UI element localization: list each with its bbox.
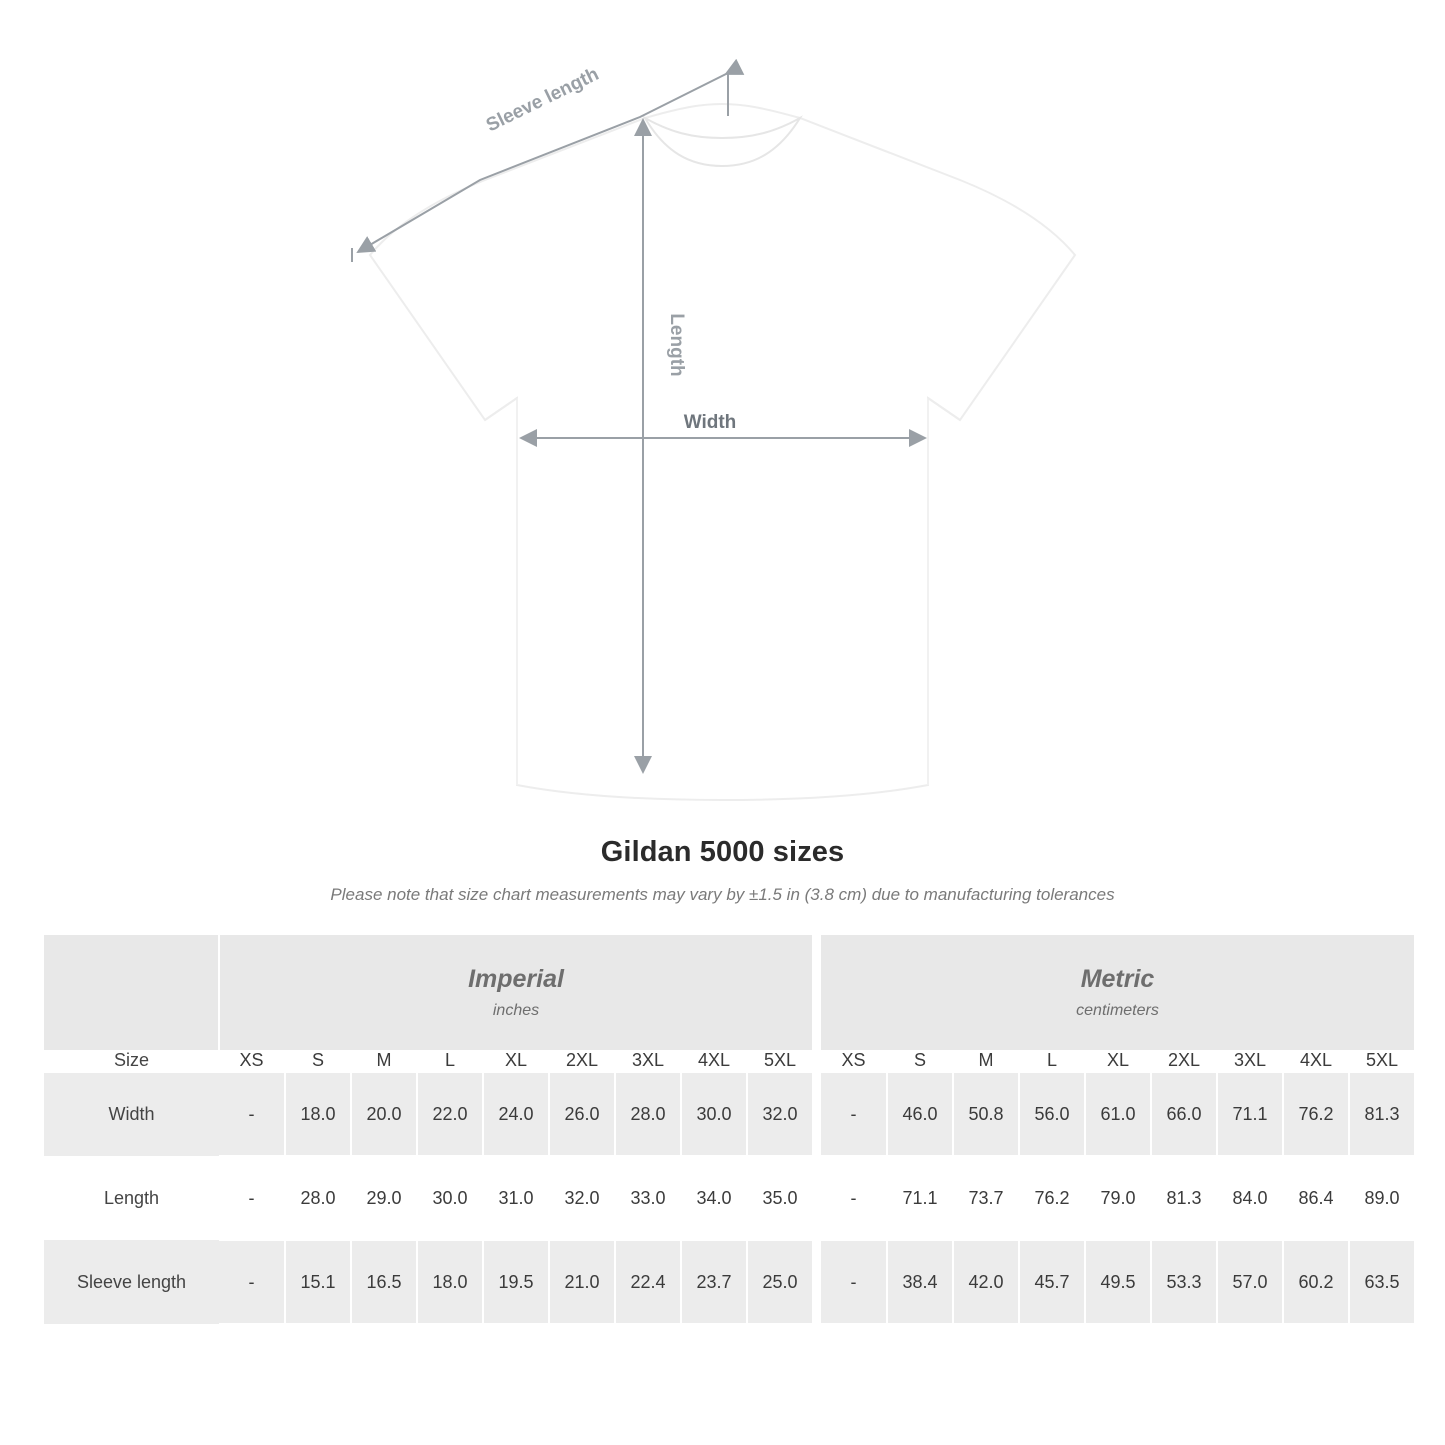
- tolerance-note: Please note that size chart measurements may vary by ±1.5 in (3.8 cm) due to manufacturing tolerances: [330, 885, 1115, 904]
- cell-width-imperial-2xl: 26.0: [549, 1072, 615, 1156]
- unit-metric-sub: centimeters: [1076, 1002, 1159, 1019]
- cell-length-imperial-4xl: 34.0: [681, 1156, 747, 1240]
- cell-length-metric-4xl: 86.4: [1283, 1156, 1349, 1240]
- size-table-wrap: [44, 935, 1401, 1325]
- row-gap-width: [813, 1072, 821, 1156]
- width-label: Width: [683, 412, 737, 433]
- size-header-imperial-3xl: 3XL: [615, 1050, 681, 1072]
- cell-width-imperial-xl: 24.0: [483, 1072, 549, 1156]
- cell-sleeve-metric-5xl: 63.5: [1349, 1240, 1415, 1324]
- cell-width-metric-3xl: 71.1: [1217, 1072, 1283, 1156]
- size-header-metric-5xl: 5XL: [1349, 1050, 1415, 1072]
- unit-group-metric: [821, 935, 1415, 1050]
- cell-sleeve-imperial-3xl: 22.4: [615, 1240, 681, 1324]
- unit-imperial-name: Imperial: [468, 965, 564, 993]
- cell-width-metric-4xl: 76.2: [1283, 1072, 1349, 1156]
- cell-length-imperial-2xl: 32.0: [549, 1156, 615, 1240]
- cell-length-metric-2xl: 81.3: [1151, 1156, 1217, 1240]
- cell-length-metric-3xl: 84.0: [1217, 1156, 1283, 1240]
- cell-length-metric-l: 76.2: [1019, 1156, 1085, 1240]
- size-header-metric-xs: XS: [821, 1050, 887, 1072]
- cell-sleeve-metric-4xl: 60.2: [1283, 1240, 1349, 1324]
- row-gap-sleeve: [813, 1240, 821, 1324]
- cell-width-imperial-3xl: 28.0: [615, 1072, 681, 1156]
- tshirt-shape: [370, 104, 1075, 800]
- size-header-label: Size: [44, 1050, 219, 1072]
- cell-width-metric-xl: 61.0: [1085, 1072, 1151, 1156]
- cell-sleeve-metric-m: 42.0: [953, 1240, 1019, 1324]
- cell-length-metric-s: 71.1: [887, 1156, 953, 1240]
- size-header-metric-4xl: 4XL: [1283, 1050, 1349, 1072]
- unit-gap: [813, 935, 821, 1050]
- cell-width-imperial-4xl: 30.0: [681, 1072, 747, 1156]
- title-block: [0, 836, 1445, 905]
- cell-sleeve-imperial-xl: 19.5: [483, 1240, 549, 1324]
- cell-length-imperial-m: 29.0: [351, 1156, 417, 1240]
- cell-length-imperial-xl: 31.0: [483, 1156, 549, 1240]
- cell-length-metric-xl: 79.0: [1085, 1156, 1151, 1240]
- cell-width-imperial-l: 22.0: [417, 1072, 483, 1156]
- cell-width-imperial-m: 20.0: [351, 1072, 417, 1156]
- cell-sleeve-imperial-xs: -: [219, 1240, 285, 1324]
- cell-length-imperial-5xl: 35.0: [747, 1156, 813, 1240]
- cell-sleeve-metric-xl: 49.5: [1085, 1240, 1151, 1324]
- cell-sleeve-imperial-2xl: 21.0: [549, 1240, 615, 1324]
- cell-length-imperial-s: 28.0: [285, 1156, 351, 1240]
- cell-width-metric-2xl: 66.0: [1151, 1072, 1217, 1156]
- length-label: Length: [666, 313, 687, 377]
- table-row: [44, 1240, 1415, 1324]
- cell-length-imperial-xs: -: [219, 1156, 285, 1240]
- size-header-metric-2xl: 2XL: [1151, 1050, 1217, 1072]
- cell-sleeve-imperial-4xl: 23.7: [681, 1240, 747, 1324]
- size-header-metric-l: L: [1019, 1050, 1085, 1072]
- cell-sleeve-metric-xs: -: [821, 1240, 887, 1324]
- sleeve-length-label: Sleeve length: [482, 63, 603, 137]
- size-table: [44, 935, 1416, 1325]
- row-label-width: Width: [44, 1072, 219, 1156]
- cell-width-imperial-s: 18.0: [285, 1072, 351, 1156]
- size-header-imperial-s: S: [285, 1050, 351, 1072]
- row-label-length: Length: [44, 1156, 219, 1240]
- cell-sleeve-imperial-5xl: 25.0: [747, 1240, 813, 1324]
- cell-sleeve-imperial-s: 15.1: [285, 1240, 351, 1324]
- size-header-imperial-l: L: [417, 1050, 483, 1072]
- cell-length-imperial-3xl: 33.0: [615, 1156, 681, 1240]
- cell-length-metric-m: 73.7: [953, 1156, 1019, 1240]
- size-header-imperial-xl: XL: [483, 1050, 549, 1072]
- table-row: [44, 1156, 1415, 1240]
- unit-imperial-sub: inches: [492, 1002, 540, 1019]
- size-header-imperial-xs: XS: [219, 1050, 285, 1072]
- cell-width-metric-m: 50.8: [953, 1072, 1019, 1156]
- cell-width-metric-xs: -: [821, 1072, 887, 1156]
- cell-sleeve-metric-s: 38.4: [887, 1240, 953, 1324]
- unit-corner-cell: [44, 935, 219, 1050]
- cell-length-metric-5xl: 89.0: [1349, 1156, 1415, 1240]
- cell-width-imperial-xs: -: [219, 1072, 285, 1156]
- unit-header-row: [44, 935, 1415, 1050]
- size-header-row: [44, 1050, 1415, 1072]
- cell-length-imperial-l: 30.0: [417, 1156, 483, 1240]
- size-header-gap: [813, 1050, 821, 1072]
- size-header-imperial-4xl: 4XL: [681, 1050, 747, 1072]
- cell-length-metric-xs: -: [821, 1156, 887, 1240]
- size-header-imperial-2xl: 2XL: [549, 1050, 615, 1072]
- table-row: [44, 1072, 1415, 1156]
- size-header-metric-s: S: [887, 1050, 953, 1072]
- cell-width-metric-l: 56.0: [1019, 1072, 1085, 1156]
- size-header-imperial-m: M: [351, 1050, 417, 1072]
- row-gap-length: [813, 1156, 821, 1240]
- size-header-metric-m: M: [953, 1050, 1019, 1072]
- cell-sleeve-metric-l: 45.7: [1019, 1240, 1085, 1324]
- cell-width-imperial-5xl: 32.0: [747, 1072, 813, 1156]
- size-header-imperial-5xl: 5XL: [747, 1050, 813, 1072]
- cell-sleeve-imperial-l: 18.0: [417, 1240, 483, 1324]
- page-title: Gildan 5000 sizes: [600, 836, 845, 868]
- size-header-metric-xl: XL: [1085, 1050, 1151, 1072]
- cell-sleeve-imperial-m: 16.5: [351, 1240, 417, 1324]
- size-header-metric-3xl: 3XL: [1217, 1050, 1283, 1072]
- unit-metric-name: Metric: [1080, 965, 1155, 993]
- cell-width-metric-s: 46.0: [887, 1072, 953, 1156]
- cell-width-metric-5xl: 81.3: [1349, 1072, 1415, 1156]
- unit-group-imperial: [219, 935, 813, 1050]
- cell-sleeve-metric-2xl: 53.3: [1151, 1240, 1217, 1324]
- cell-sleeve-metric-3xl: 57.0: [1217, 1240, 1283, 1324]
- row-label-sleeve-length: Sleeve length: [44, 1240, 219, 1324]
